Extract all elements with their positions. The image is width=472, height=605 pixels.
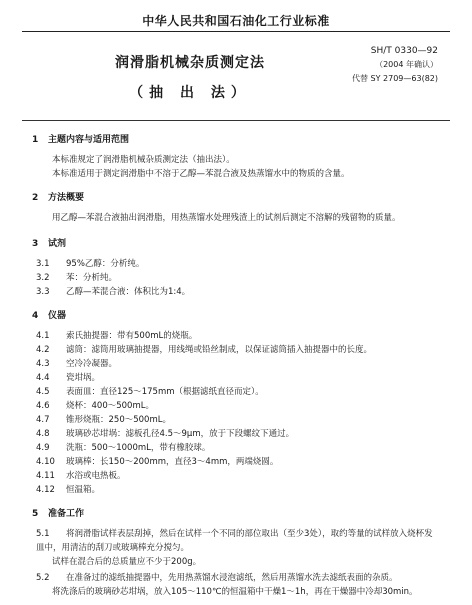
clause-continuation: 皿中，用清洁的刮刀或玻璃棒充分搅匀。 bbox=[36, 543, 190, 553]
clause-item: 4.1 索氏抽提器：带有500mL的烧瓶。 bbox=[36, 331, 198, 341]
section-heading: 1 主题内容与适用范围 bbox=[32, 135, 130, 145]
clause-item: 4.11 水浴或电热板。 bbox=[36, 471, 126, 481]
section-heading: 3 试剂 bbox=[32, 239, 67, 249]
clause-item: 4.10 玻璃棒：长150～200mm，直径3～4mm，两端烧圆。 bbox=[36, 457, 279, 467]
title-block bbox=[80, 52, 300, 102]
clause-item: 4.12 恒温箱。 bbox=[36, 485, 101, 495]
clause-item: 4.2 滤筒：滤筒用玻璃抽提器，用线绳或铅丝制成，以保证滤筒插入抽提器中的长度。 bbox=[36, 345, 373, 355]
clause-item: 3.3 乙醇—苯混合液：体积比为1:4。 bbox=[36, 287, 191, 297]
clause-item: 4.7 锥形烧瓶：250～500mL。 bbox=[36, 415, 171, 425]
paragraph: 本标准规定了润滑脂机械杂质测定法（抽出法）。 bbox=[52, 155, 235, 165]
clause-item: 5.2 在准备过的滤纸抽提器中，先用热蒸馏水浸泡滤纸，然后用蒸馏水洗去滤纸表面的杂质。 bbox=[36, 573, 398, 583]
clause-item: 4.8 玻璃砂芯坩埚：滤板孔径4.5～9μm，放于下段螺纹下通过。 bbox=[36, 429, 295, 439]
clause-continuation: 将洗涤后的玻璃砂芯坩埚，放入105～110℃的恒温箱中干燥1～1h，再在干燥器中冷却30min。 bbox=[52, 587, 418, 597]
clause-item: 4.3 空冷冷凝器。 bbox=[36, 359, 118, 369]
clause-item: 5.1 将润滑脂试样表层刮掉，然后在试样一个不同的部位取出（至少3处），取约等量的试样放入烧杯发 bbox=[36, 529, 433, 539]
clause-item: 4.5 表面皿：直径125～175mm（根据滤纸直径而定）。 bbox=[36, 387, 264, 397]
section-heading: 2 方法概要 bbox=[32, 193, 85, 203]
standard-number: SH/T 0330—92 bbox=[370, 46, 438, 56]
clause-item: 3.1 95%乙醇：分析纯。 bbox=[36, 259, 145, 269]
clause-continuation: 试样在混合后的总质量应不少于200g。 bbox=[52, 557, 202, 567]
standard-code-block bbox=[352, 44, 438, 86]
clause-item: 3.2 苯：分析纯。 bbox=[36, 273, 118, 283]
paragraph: 本标准适用于测定润滑脂中不溶于乙醇—苯混合液及热蒸馏水中的物质的含量。 bbox=[52, 169, 350, 179]
clause-item: 4.9 洗瓶：500～1000mL，带有橡胶球。 bbox=[36, 443, 211, 453]
header-rule bbox=[22, 31, 450, 32]
replace-note: 代替 SY 2709—63(82) bbox=[351, 74, 438, 83]
confirm-note: （2004 年确认） bbox=[375, 60, 438, 69]
section-heading: 4 仪器 bbox=[32, 311, 67, 321]
title-rule bbox=[22, 120, 450, 121]
standard-header: 中华人民共和国石油化工行业标准 bbox=[142, 14, 330, 28]
paragraph: 用乙醇—苯混合液抽出润滑脂，用热蒸馏水处理残渣上的试剂后测定不溶解的残留物的质量。 bbox=[52, 213, 401, 223]
clause-item: 4.4 瓷坩埚。 bbox=[36, 373, 101, 383]
clause-item: 4.6 烧杯：400～500mL。 bbox=[36, 401, 154, 411]
section-heading: 5 准备工作 bbox=[32, 509, 85, 519]
document-title: 润滑脂机械杂质测定法 bbox=[115, 55, 265, 71]
document-subtitle: （抽 出 法） bbox=[129, 85, 251, 101]
